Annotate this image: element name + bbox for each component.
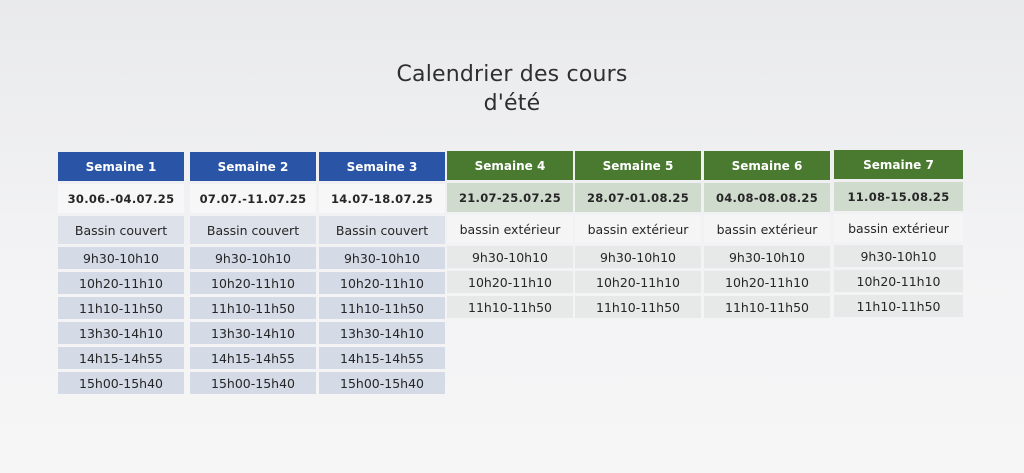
time-slot: 10h20-11h10 [319,272,445,294]
time-slot: 9h30-10h10 [575,246,701,268]
week-header: Semaine 4 [447,151,573,180]
time-slot: 9h30-10h10 [447,246,573,268]
week-header: Semaine 6 [704,151,830,180]
title-line-1: Calendrier des cours [396,62,628,87]
pool-location: bassin extérieur [704,215,830,243]
week-column-1 [58,152,184,394]
time-slot: 15h00-15h40 [58,372,184,394]
time-slot: 11h10-11h50 [190,297,316,319]
week-dates: 28.07-01.08.25 [575,183,701,212]
week-dates: 11.08-15.08.25 [834,182,963,211]
page-title [0,60,1024,118]
pool-location: Bassin couvert [319,216,445,244]
time-slot: 10h20-11h10 [704,271,830,293]
week-column-3 [319,152,445,394]
week-column-5 [575,151,701,318]
time-slot: 13h30-14h10 [58,322,184,344]
title-line-2: d'été [483,91,541,116]
time-slot: 10h20-11h10 [575,271,701,293]
time-slot: 14h15-14h55 [190,347,316,369]
time-slot: 14h15-14h55 [58,347,184,369]
week-dates: 04.08-08.08.25 [704,183,830,212]
time-slot: 15h00-15h40 [190,372,316,394]
week-header: Semaine 7 [834,150,963,179]
time-slot: 11h10-11h50 [575,296,701,318]
week-header: Semaine 5 [575,151,701,180]
pool-location: bassin extérieur [575,215,701,243]
time-slot: 11h10-11h50 [704,296,830,318]
week-column-6 [704,151,830,318]
time-slot: 11h10-11h50 [319,297,445,319]
pool-location: Bassin couvert [58,216,184,244]
time-slot: 11h10-11h50 [58,297,184,319]
time-slot: 9h30-10h10 [58,247,184,269]
time-slot: 9h30-10h10 [319,247,445,269]
week-header: Semaine 1 [58,152,184,181]
time-slot: 13h30-14h10 [319,322,445,344]
time-slot: 15h00-15h40 [319,372,445,394]
time-slot: 10h20-11h10 [447,271,573,293]
time-slot: 10h20-11h10 [834,270,963,292]
week-column-4 [447,151,573,318]
week-column-2 [190,152,316,394]
pool-location: bassin extérieur [447,215,573,243]
pool-location: Bassin couvert [190,216,316,244]
time-slot: 10h20-11h10 [58,272,184,294]
time-slot: 11h10-11h50 [447,296,573,318]
time-slot: 14h15-14h55 [319,347,445,369]
week-dates: 21.07-25.07.25 [447,183,573,212]
time-slot: 10h20-11h10 [190,272,316,294]
time-slot: 13h30-14h10 [190,322,316,344]
week-column-7 [834,150,963,317]
time-slot: 9h30-10h10 [190,247,316,269]
week-dates: 30.06.-04.07.25 [58,184,184,213]
time-slot: 9h30-10h10 [834,245,963,267]
week-header: Semaine 2 [190,152,316,181]
week-header: Semaine 3 [319,152,445,181]
week-dates: 14.07-18.07.25 [319,184,445,213]
time-slot: 9h30-10h10 [704,246,830,268]
pool-location: bassin extérieur [834,214,963,242]
week-dates: 07.07.-11.07.25 [190,184,316,213]
time-slot: 11h10-11h50 [834,295,963,317]
